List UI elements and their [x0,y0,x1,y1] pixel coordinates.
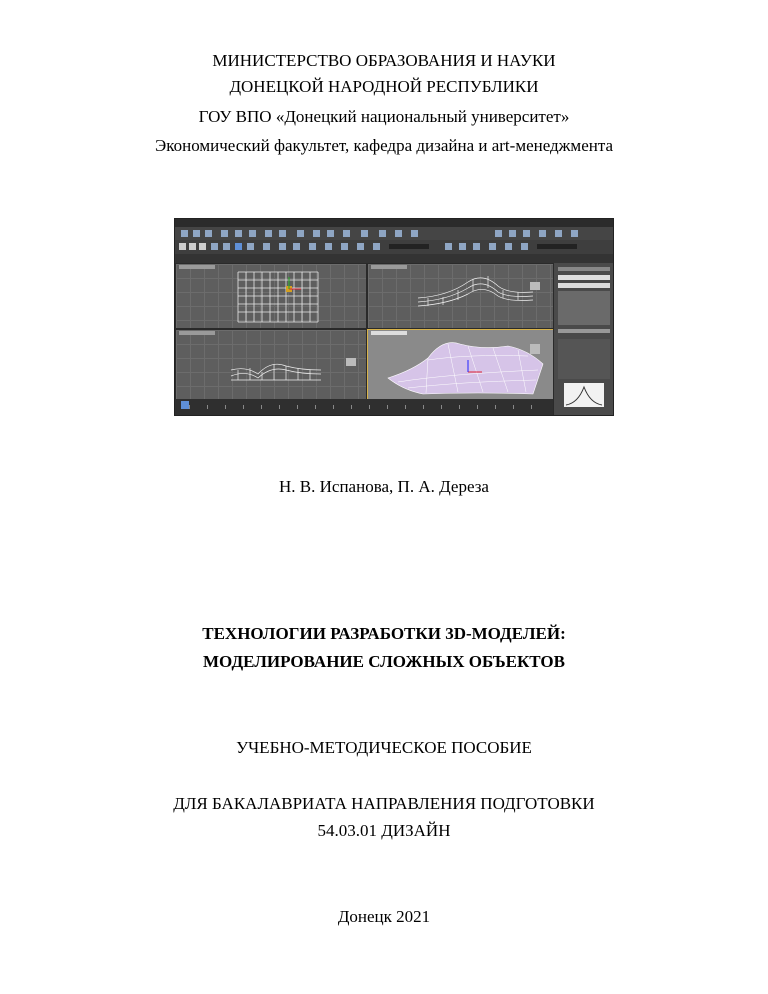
app-toolbar-secondary [175,240,613,254]
timeline [175,399,553,415]
cover-image-3d-software [174,218,614,416]
audience-line-2: 54.03.01 ДИЗАЙН [317,821,451,840]
audience-line-1: ДЛЯ БАКАЛАВРИАТА НАПРАВЛЕНИЯ ПОДГОТОВКИ [173,794,595,813]
university-line: ГОУ ВПО «Донецкий национальный университет» [198,107,570,126]
viewport-top [175,263,367,329]
viewport-left [175,329,367,401]
viewport-front [367,263,555,329]
app-menubar [175,219,613,227]
ministry-line-1: МИНИСТЕРСТВО ОБРАЗОВАНИЯ И НАУКИ [212,51,556,70]
title-line-1: ТЕХНОЛОГИИ РАЗРАБОТКИ 3D-МОДЕЛЕЙ: [202,624,566,643]
app-ribbon-tabs [175,254,613,263]
faculty-line: Экономический факультет, кафедра дизайна и art-менеджмента [154,136,614,155]
authors: Н. В. Испанова, П. А. Дереза [279,477,489,496]
command-panel [553,263,614,415]
viewport-perspective [367,329,555,401]
ministry-line-2: ДОНЕЦКОЙ НАРОДНОЙ РЕСПУБЛИКИ [229,77,539,96]
document-type: УЧЕБНО-МЕТОДИЧЕСКОЕ ПОСОБИЕ [236,738,532,757]
place-year: Донецк 2021 [337,907,431,926]
app-toolbar-main [175,227,613,240]
title-line-2: МОДЕЛИРОВАНИЕ СЛОЖНЫХ ОБЪЕКТОВ [203,652,565,671]
